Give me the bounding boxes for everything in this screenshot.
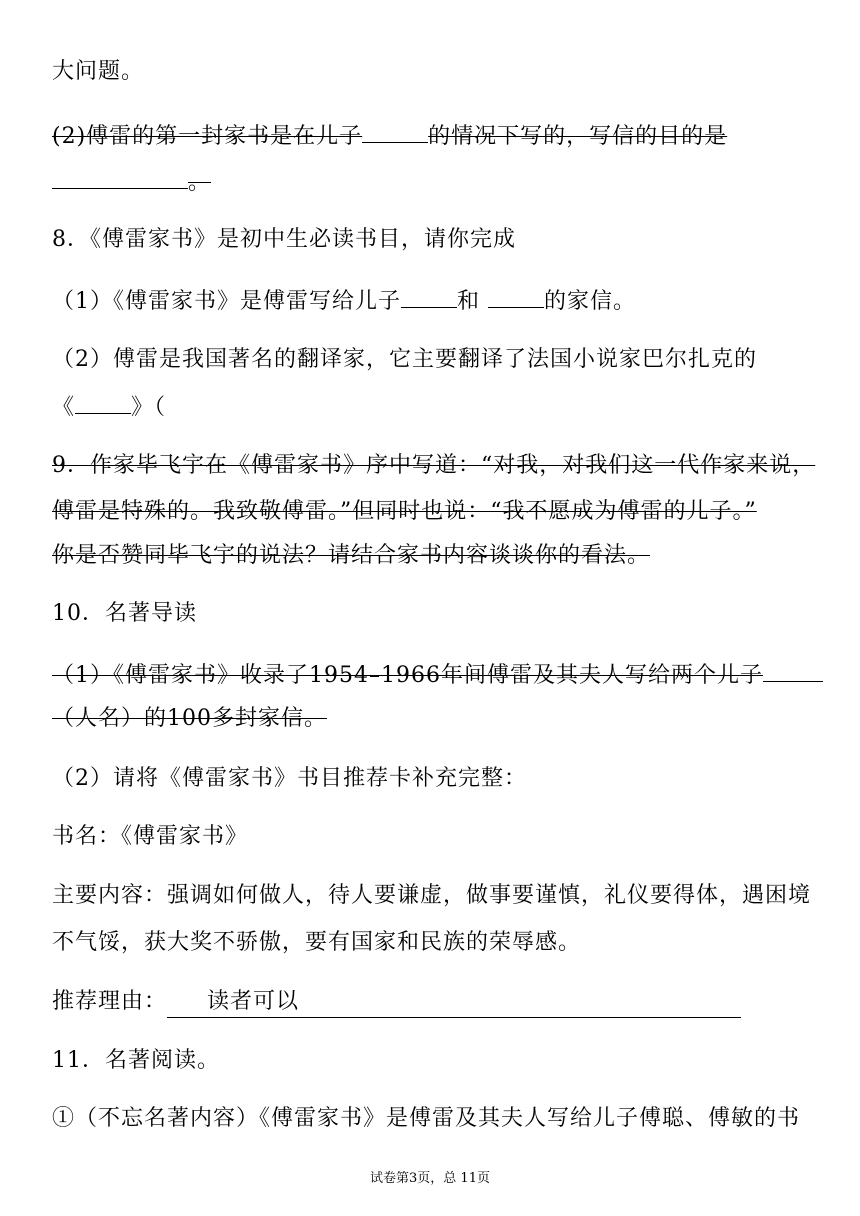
question-8 — [52, 225, 516, 255]
text: 8．《傅雷家书》是初中生必读书目，请你完成 — [52, 227, 516, 252]
answer-blank — [401, 285, 457, 308]
text-line — [52, 57, 144, 87]
text: 主要内容：强调如何做人，待人要谦虚，做事要谨慎，礼仪要得体，遇困境 — [52, 883, 812, 908]
answer-blank — [52, 166, 188, 189]
answer-blank — [763, 659, 823, 682]
text: 9．作家毕飞宇在《傅雷家书》序中写道：“对我，对我们这一代作家来说， — [52, 453, 816, 478]
text: 和 — [457, 289, 481, 314]
text: 大问题。 — [52, 59, 145, 84]
question-8-2 — [52, 345, 757, 375]
answer-blank — [75, 391, 131, 414]
answer-blank — [362, 120, 428, 143]
question-7-2 — [52, 120, 727, 152]
text: 《 — [52, 395, 76, 420]
answer-blank — [167, 987, 741, 1018]
text: 不气馁，获大奖不骄傲，要有国家和民族的荣辱感。 — [52, 930, 582, 955]
text: （1）《傅雷家书》是傅雷写给儿子 — [52, 289, 401, 314]
text: 的家信。 — [544, 289, 637, 314]
question-10 — [52, 599, 197, 629]
text: 推荐理由： — [52, 989, 168, 1014]
question-8-2-cont — [52, 391, 166, 423]
question-10-2 — [52, 764, 527, 794]
book-content — [52, 881, 811, 911]
text: 你是否赞同毕飞宇的说法？请结合家书内容谈谈你的看法。 — [52, 543, 651, 568]
question-11 — [52, 1046, 220, 1076]
book-content-cont — [52, 928, 581, 958]
question-7-2-cont — [52, 166, 211, 198]
book-title — [52, 822, 248, 852]
text: 傅雷是特殊的。我致敬傅雷。”但同时也说：“我不愿成为傅雷的儿子。” — [52, 499, 757, 524]
text: 书名：《傅雷家书》 — [52, 824, 249, 849]
question-11-1 — [52, 1104, 800, 1134]
text: 读者可以 — [206, 989, 299, 1014]
text: ①（不忘名著内容）《傅雷家书》是傅雷及其夫人写给儿子傅聪、傅敏的书 — [52, 1106, 801, 1131]
text: 。 — [188, 170, 212, 195]
text: 11．名著阅读。 — [52, 1048, 220, 1073]
question-9-cont — [52, 541, 650, 571]
text: （人名）的100多封家信。 — [52, 706, 327, 731]
question-8-1 — [52, 285, 636, 317]
text: 的情况下写的，写信的目的是 — [428, 124, 728, 149]
question-10-1-cont — [52, 704, 327, 734]
text: (2)傅雷的第一封家书是在儿子 — [52, 124, 363, 149]
text: （2）傅雷是我国著名的翻译家，它主要翻译了法国小说家巴尔扎克的 — [52, 347, 757, 372]
recommend-reason — [52, 987, 741, 1018]
question-9 — [52, 451, 815, 481]
question-9-cont — [52, 497, 757, 527]
text: （2）请将《傅雷家书》书目推荐卡补充完整： — [52, 766, 527, 791]
question-10-1 — [52, 659, 823, 691]
answer-blank — [488, 285, 544, 308]
text: 》（ — [131, 395, 167, 420]
text: （1）《傅雷家书》收录了1954–1966年间傅雷及其夫人写给两个儿子 — [52, 663, 763, 688]
text: 10．名著导读 — [52, 601, 197, 626]
page-footer: 试卷第3页，总 11页 — [370, 1171, 490, 1186]
